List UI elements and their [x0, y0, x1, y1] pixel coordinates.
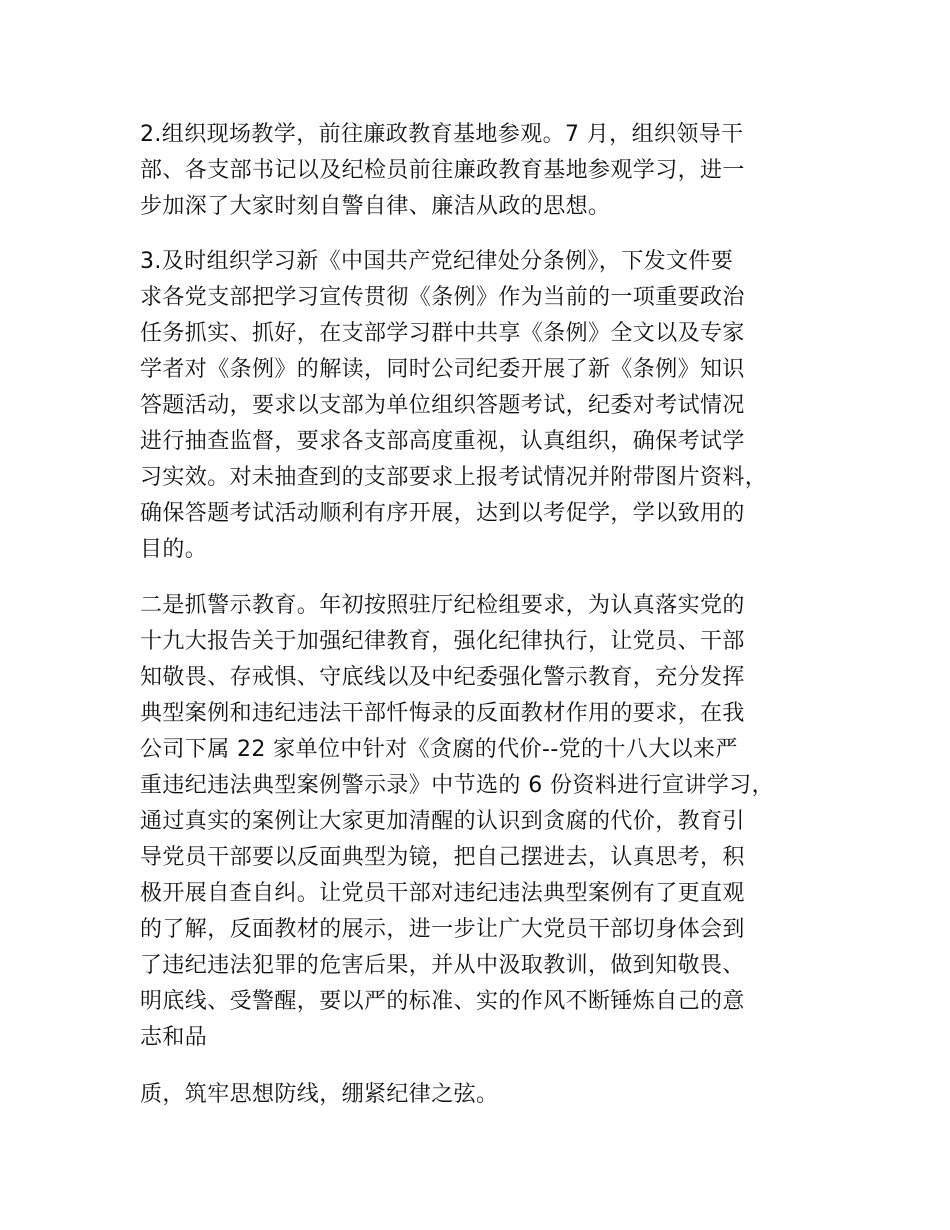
text-line: 进行抽查监督，要求各支部高度重视，认真组织，确保考试学 [140, 429, 745, 454]
paragraph-warning-education [140, 588, 830, 1056]
text-line: 典型案例和违纪违法干部忏悔录的反面教材作用的要求，在我 [140, 701, 745, 726]
text-line: 极开展自查自纠。让党员干部对违纪违法典型案例有了更直观 [140, 881, 745, 906]
text-line: 十九大报告关于加强纪律教育，强化纪律执行，让党员、干部 [140, 629, 745, 654]
text-line: 习实效。对未抽查到的支部要求上报考试情况并附带图片资料， [140, 465, 768, 490]
text-line: 明底线、受警醒，要以严的标准、实的作风不断锤炼自己的意 [140, 989, 745, 1014]
paragraph-regulations-study [140, 244, 830, 568]
text-line: 公司下属 22 家单位中针对《贪腐的代价--党的十八大以来严 [140, 737, 738, 762]
text-line: 2.组织现场教学，前往廉政教育基地参观。7 月，组织领导干 [140, 122, 744, 147]
text-line: 知敬畏、存戒惧、守底线以及中纪委强化警示教育，充分发挥 [140, 665, 745, 690]
paragraph-continuation [140, 1077, 830, 1113]
text-line: 了违纪违法犯罪的危害后果，并从中汲取教训，做到知敬畏、 [140, 953, 745, 978]
text-line: 确保答题考试活动顺利有序开展，达到以考促学，学以致用的 [140, 501, 745, 526]
text-line: 导党员干部要以反面典型为镜，把自己摆进去，认真思考，积 [140, 845, 745, 870]
text-line: 通过真实的案例让大家更加清醒的认识到贪腐的代价，教育引 [140, 809, 745, 834]
text-line: 步加深了大家时刻自警自律、廉洁从政的思想。 [140, 194, 611, 219]
text-line: 二是抓警示教育。年初按照驻厅纪检组要求，为认真落实党的 [140, 593, 745, 618]
text-line: 3.及时组织学习新《中国共产党纪律处分条例》，下发文件要 [140, 249, 734, 274]
paragraph-site-visit [140, 117, 830, 225]
text-line: 学者对《条例》的解读，同时公司纪委开展了新《条例》知识 [140, 357, 745, 382]
text-line: 答题活动，要求以支部为单位组织答题考试，纪委对考试情况 [140, 393, 745, 418]
text-line: 求各党支部把学习宣传贯彻《条例》作为当前的一项重要政治 [140, 285, 745, 310]
text-line: 质，筑牢思想防线，绷紧纪律之弦。 [140, 1082, 499, 1107]
text-line: 部、各支部书记以及纪检员前往廉政教育基地参观学习，进一 [140, 158, 745, 183]
text-line: 重违纪违法典型案例警示录》中节选的 6 份资料进行宣讲学习， [140, 773, 774, 798]
text-line: 的了解，反面教材的展示，进一步让广大党员干部切身体会到 [140, 917, 745, 942]
text-line: 任务抓实、抓好，在支部学习群中共享《条例》全文以及专家 [140, 321, 745, 346]
text-line: 志和品 [140, 1025, 208, 1050]
text-line: 目的。 [140, 537, 208, 562]
